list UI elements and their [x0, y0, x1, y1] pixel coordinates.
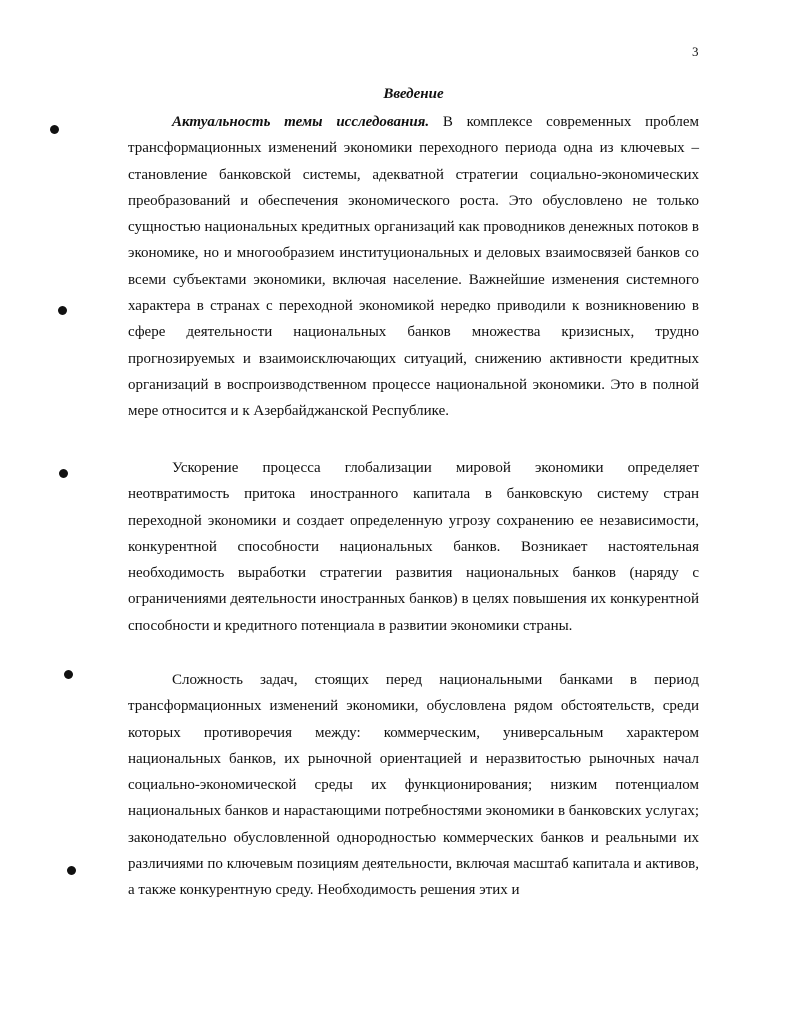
punch-hole-mark — [64, 670, 73, 679]
punch-hole-mark — [59, 469, 68, 478]
paragraph-text: Ускорение процесса глобализации мировой экономики определяет неотвратимость притока иностранного капитала в банковскую систему стран переходной экономики и создает определенную угрозу сохранению ее независимости, конкурентной способности национальных банков. Возникает настоятельная необходимость выработки стратегии развития национальных банков (наряду с ограничениями деятельности иностранных банков) в целях повышения их конкурентной способности и кредитного потенциала в развитии экономики страны. — [128, 460, 699, 634]
paragraph-complexity — [128, 667, 699, 904]
punch-hole-mark — [50, 125, 59, 134]
paragraph-text: Сложность задач, стоящих перед национальными банками в период трансформационных изменений экономики, обусловлена рядом обстоятельств, среди которых противоречия между: коммерческим, универсальным характером национальных банков, их рыночной ориентацией и неразвитостью рыночных начал социально-экономической среды их функционирования; низким потенциалом национальных банков и нарастающими потребностями экономики в банковских услугах; законодательно обусловленной однородностью коммерческих банков и реальными их различиями по ключевым позициям деятельности, включая масштаб капитала и активов, а также конкурентную среду. Необходимость решения этих и — [128, 672, 699, 899]
paragraph-relevance — [128, 109, 699, 425]
punch-hole-mark — [67, 866, 76, 875]
punch-hole-mark — [58, 306, 67, 315]
paragraph-globalization — [128, 455, 699, 639]
section-title: Введение — [383, 86, 444, 102]
paragraph-text: В комплексе современных проблем трансформационных изменений экономики переходного периода одна из ключевых – становление банковской системы, адекватной стратегии социально-экономических преобразований и обеспечения экономического роста. Это обусловлено не только сущностью национальных кредитных организаций как проводников денежных потоков в экономике, но и многообразием институциональных и деловых взаимосвязей банков со всеми субъектами экономики, включая население. Важнейшие изменения системного характера в странах с переходной экономикой нередко приводили к возникновению в сфере деятельности национальных банков множества кризисных, трудно прогнозируемых и взаимоисключающих ситуаций, снижению активности кредитных организаций в воспроизводственном процессе национальной экономики. Это в полной мере относится и к Азербайджанской Республике. — [128, 114, 700, 420]
page-number: 3 — [692, 44, 699, 59]
paragraph-lead: Актуальность темы исследования. — [172, 114, 430, 130]
